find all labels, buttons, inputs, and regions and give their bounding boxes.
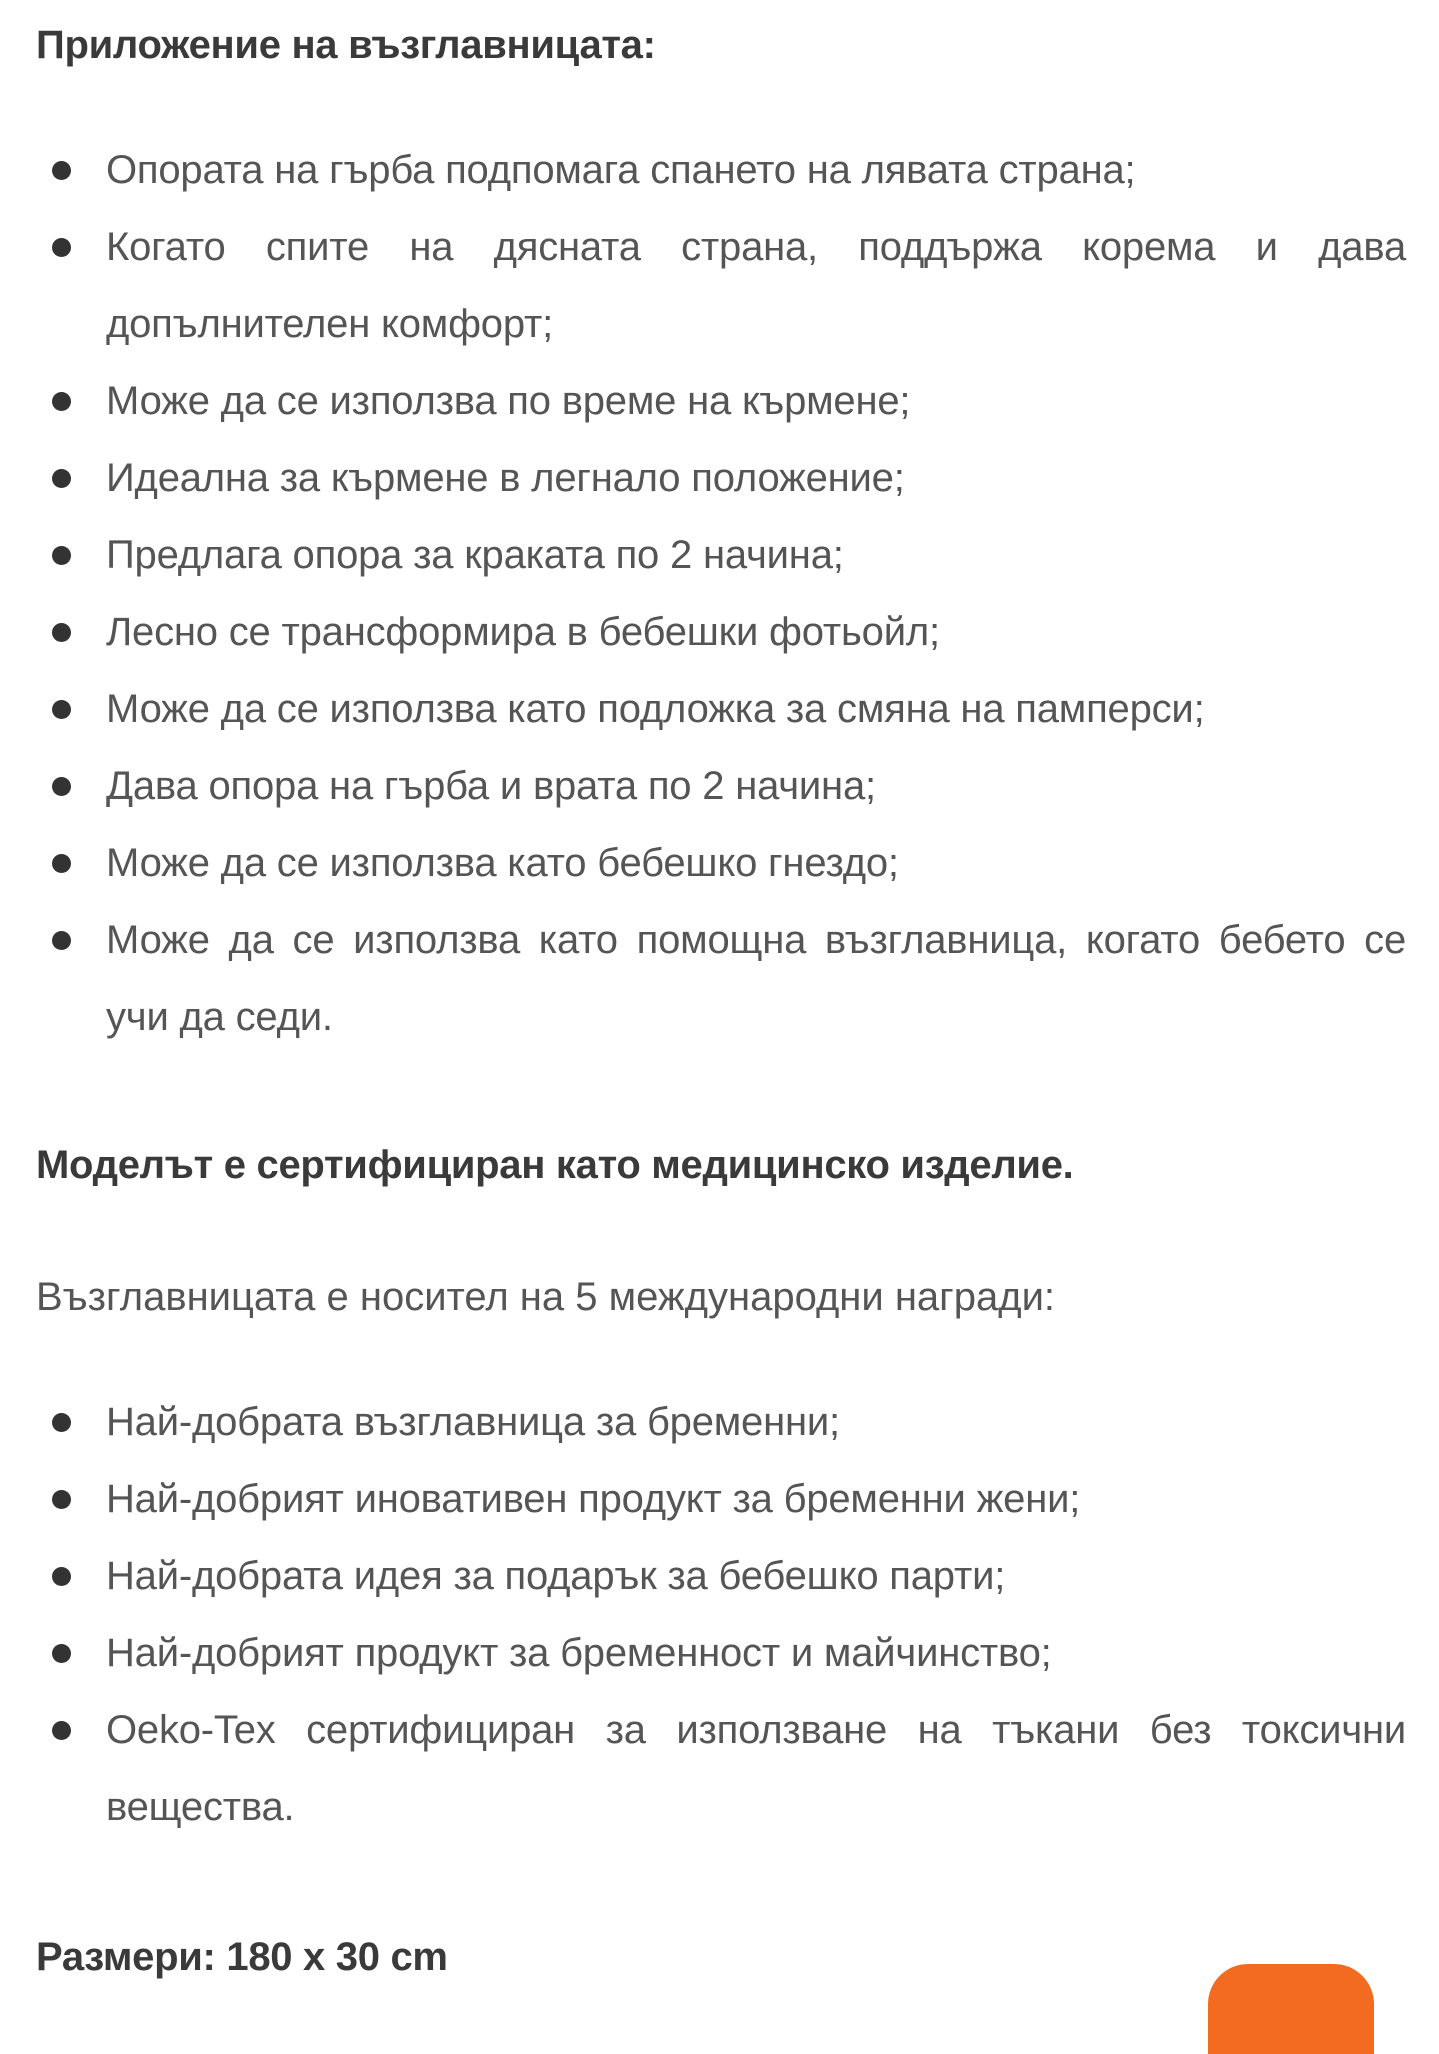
bullet-icon bbox=[52, 1721, 71, 1740]
bullet-icon bbox=[52, 161, 71, 180]
list-item-text: Oeko-Tex сертифициран за използване на тъкани без токсични вещества. bbox=[106, 1708, 1406, 1829]
list-item-text: Най-добрата възглавница за бременни; bbox=[106, 1400, 840, 1444]
bullet-icon bbox=[52, 931, 71, 950]
dimensions-heading: Размери: 180 x 30 cm bbox=[36, 1935, 448, 1979]
bullet-icon bbox=[52, 546, 71, 565]
certification-heading: Моделът е сертифициран като медицинско изделие. bbox=[36, 1143, 1074, 1187]
list-item bbox=[36, 1692, 1406, 1846]
bullet-icon bbox=[52, 700, 71, 719]
list-item bbox=[36, 440, 1406, 517]
list-item bbox=[36, 671, 1406, 748]
bullet-icon bbox=[52, 854, 71, 873]
list-item-text: Дава опора на гърба и врата по 2 начина; bbox=[106, 764, 876, 808]
list-item bbox=[36, 902, 1406, 1056]
list-item bbox=[36, 1384, 1406, 1461]
list-item-text: Когато спите на дясната страна, поддържа корема и дава допълнителен комфорт; bbox=[106, 225, 1406, 346]
list-item bbox=[36, 1461, 1406, 1538]
floating-action-button[interactable] bbox=[1208, 1964, 1374, 2054]
list-item bbox=[36, 748, 1406, 825]
list-item bbox=[36, 517, 1406, 594]
awards-list bbox=[36, 1384, 1406, 1846]
awards-intro: Възглавницата е носител на 5 международни награди: bbox=[36, 1275, 1056, 1319]
bullet-icon bbox=[52, 1413, 71, 1432]
list-item bbox=[36, 1615, 1406, 1692]
list-item bbox=[36, 363, 1406, 440]
pillow-usage-list bbox=[36, 132, 1406, 1056]
list-item bbox=[36, 1538, 1406, 1615]
bullet-icon bbox=[52, 1490, 71, 1509]
list-item-text: Най-добрият продукт за бременност и майчинство; bbox=[106, 1631, 1052, 1675]
list-item bbox=[36, 594, 1406, 671]
bullet-icon bbox=[52, 1567, 71, 1586]
list-item-text: Може да се използва като подложка за смяна на памперси; bbox=[106, 687, 1205, 731]
list-item-text: Най-добрият иновативен продукт за бременни жени; bbox=[106, 1477, 1081, 1521]
bullet-icon bbox=[52, 1644, 71, 1663]
list-item-text: Лесно се трансформира в бебешки фотьойл; bbox=[106, 610, 940, 654]
list-item-text: Най-добрата идея за подарък за бебешко парти; bbox=[106, 1554, 1006, 1598]
list-item-text: Опората на гърба подпомага спането на лявата страна; bbox=[106, 148, 1136, 192]
list-item bbox=[36, 825, 1406, 902]
bullet-icon bbox=[52, 392, 71, 411]
list-item-text: Може да се използва по време на кърмене; bbox=[106, 379, 911, 423]
list-item-text: Предлага опора за краката по 2 начина; bbox=[106, 533, 844, 577]
bullet-icon bbox=[52, 469, 71, 488]
list-item-text: Може да се използва като помощна възглавница, когато бебето се учи да седи. bbox=[106, 918, 1406, 1039]
bullet-icon bbox=[52, 623, 71, 642]
list-item bbox=[36, 132, 1406, 209]
bullet-icon bbox=[52, 238, 71, 257]
bullet-icon bbox=[52, 777, 71, 796]
list-item bbox=[36, 209, 1406, 363]
pillow-usage-heading: Приложение на възглавницата: bbox=[36, 23, 656, 67]
list-item-text: Може да се използва като бебешко гнездо; bbox=[106, 841, 899, 885]
list-item-text: Идеална за кърмене в легнало положение; bbox=[106, 456, 905, 500]
